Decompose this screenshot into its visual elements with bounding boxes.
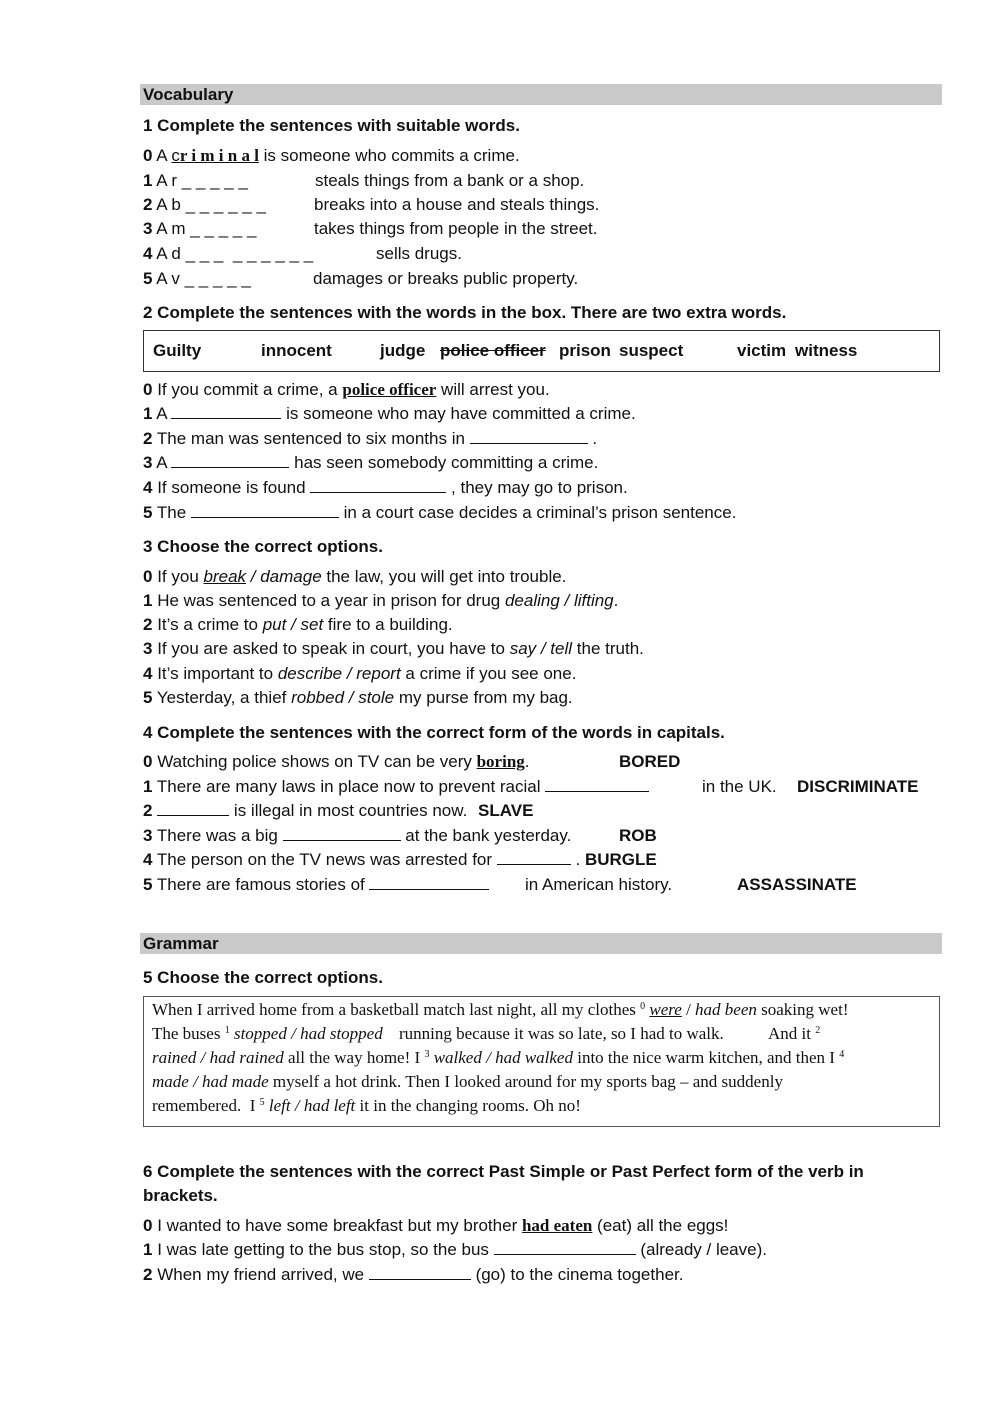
ex3-sentence-4: 4 It’s important to describe / report a crime if you see one. xyxy=(143,664,577,683)
story-option[interactable]: had been xyxy=(695,1000,757,1019)
word-box-item: witness xyxy=(795,341,858,360)
word-box-item: innocent xyxy=(261,341,332,360)
story-option-selected[interactable]: were xyxy=(649,1000,682,1019)
ex1-blank-1[interactable]: A r _ _ _ _ _ xyxy=(156,171,248,190)
ex6-answer-0: had eaten xyxy=(521,1216,593,1235)
grammar-section-header xyxy=(140,933,942,954)
ex4-answer-0: boring xyxy=(476,752,525,771)
ex2-blank-2[interactable] xyxy=(470,429,588,444)
vocabulary-heading: Vocabulary xyxy=(143,85,234,104)
ex3-options-1[interactable]: dealing / lifting xyxy=(504,591,614,610)
ex3-sentence-3: 3 If you are asked to speak in court, you have to say / tell the truth. xyxy=(143,639,644,658)
ex1-blank-5[interactable]: A v _ _ _ _ _ xyxy=(156,269,251,288)
ex4-sentence-1: 1 There are many laws in place now to prevent racial xyxy=(143,777,649,797)
ex1-blank-4[interactable]: A d _ _ _ _ _ _ _ _ _ xyxy=(156,244,314,263)
ex2-blank-4[interactable] xyxy=(310,478,446,493)
story-line-1: When I arrived home from a basketball match last night, all my clothes $^0$ were / had been soaking wet! xyxy=(152,1000,849,1019)
story-options-5[interactable]: left / had left xyxy=(268,1096,356,1115)
ex4-sentence-2: 2 is illegal in most countries now. SLAVE xyxy=(143,801,534,820)
story-options-2[interactable]: rained / had rained xyxy=(152,1048,284,1067)
word-box xyxy=(143,330,940,372)
ex2-sentence-5: 5 The in a court case decides a criminal’s prison sentence. xyxy=(143,503,737,522)
ex1-blank-2[interactable]: A b _ _ _ _ _ _ xyxy=(156,195,266,214)
exercise-1-title: 1 Complete the sentences with suitable words. xyxy=(143,116,520,135)
ex2-blank-1[interactable] xyxy=(171,404,281,419)
capital-word: DISCRIMINATE xyxy=(797,777,919,796)
grammar-heading: Grammar xyxy=(143,934,219,953)
ex4-blank-3[interactable] xyxy=(283,826,401,841)
word-box-item: victim xyxy=(737,341,787,360)
story-options-4[interactable]: made / had made xyxy=(152,1072,269,1091)
ex6-sentence-0: 0 I wanted to have some breakfast but my brother had eaten (eat) all the eggs! xyxy=(143,1216,729,1235)
story-line-3: rained / had rained all the way home! I $^3$ walked / had walked into the nice warm kitchen, and then I $^4$ xyxy=(152,1048,845,1067)
vocabulary-section-header xyxy=(140,84,942,105)
ex4-sentence-3: 3 There was a big at the bank yesterday. xyxy=(143,826,572,845)
story-options-3[interactable]: walked / had walked xyxy=(433,1048,573,1067)
word-box-item: prison xyxy=(559,341,611,360)
story-line-2: The buses $^1$ stopped / had stopped running because it was so late, so I had to walk. And it $^2$ xyxy=(152,1024,821,1043)
exercise-6-title: 6 Complete the sentences with the correct Past Simple or Past Perfect form of the verb in xyxy=(143,1162,864,1181)
word-box-item: suspect xyxy=(619,341,684,360)
ex3-sentence-2: 2 It’s a crime to put / set fire to a building. xyxy=(143,615,453,634)
story-line-5: remembered. I $^5$ left / had left it in the changing rooms. Oh no! xyxy=(152,1096,581,1115)
ex1-sentence-1: 1 A r _ _ _ _ _ xyxy=(143,171,248,190)
ex1-sentence-4: 4 A d _ _ _ _ _ _ _ _ _ xyxy=(143,244,314,263)
story-options-1[interactable]: stopped / had stopped xyxy=(233,1024,383,1043)
ex6-sentence-2: 2 When my friend arrived, we (go) to the cinema together. xyxy=(143,1265,684,1284)
ex1-sentence-2: 2 A b _ _ _ _ _ _ xyxy=(143,195,266,214)
word-box-item: Guilty xyxy=(153,341,202,360)
ex1-blank-3[interactable]: A m _ _ _ _ _ xyxy=(156,219,257,238)
ex4-blank-1[interactable] xyxy=(545,777,649,792)
ex1-sentence-3: 3 A m _ _ _ _ _ xyxy=(143,219,257,238)
capital-word: ASSASSINATE xyxy=(737,875,857,894)
ex3-sentence-0: 0 If you break / damage the law, you will get into trouble. xyxy=(143,567,567,586)
ex2-sentence-0: 0 If you commit a crime, a police officer will arrest you. xyxy=(143,380,550,399)
ex4-sentence-4: 4 The person on the TV news was arrested for . BURGLE xyxy=(143,850,657,869)
ex1-sentence-5: 5 A v _ _ _ _ _ xyxy=(143,269,251,288)
ex1-sentence-0: 0 A cr i m i n a l is someone who commits a crime. xyxy=(143,146,520,165)
ex2-sentence-1: 1 A is someone who may have committed a crime. xyxy=(143,404,636,423)
ex3-options-4[interactable]: describe / report xyxy=(277,664,401,683)
capital-word: ROB xyxy=(619,826,657,845)
ex6-sentence-1: 1 I was late getting to the bus stop, so the bus (already / leave). xyxy=(143,1240,767,1259)
ex3-sentence-1: 1 He was sentenced to a year in prison for drug dealing / lifting. xyxy=(143,591,619,610)
ex1-answer-0: r i m i n a l xyxy=(179,146,259,165)
ex6-blank-2[interactable] xyxy=(369,1265,471,1280)
ex3-sentence-5: 5 Yesterday, a thief robbed / stole my purse from my bag. xyxy=(143,688,573,707)
exercise-2-title: 2 Complete the sentences with the words in the box. There are two extra words. xyxy=(143,303,787,322)
ex4-blank-4[interactable] xyxy=(497,850,571,865)
exercise-3-title: 3 Choose the correct options. xyxy=(143,537,383,556)
ex3-options-5[interactable]: robbed / stole xyxy=(291,688,395,707)
ex4-sentence-5: 5 There are famous stories of xyxy=(143,875,489,895)
capital-word: BURGLE xyxy=(584,850,657,869)
ex3-options-3[interactable]: say / tell xyxy=(509,639,573,658)
ex2-sentence-4: 4 If someone is found , they may go to prison. xyxy=(143,478,628,497)
capital-word: SLAVE xyxy=(478,801,534,820)
ex4-sentence-0: 0 Watching police shows on TV can be very boring. xyxy=(143,752,530,771)
story-text-box xyxy=(143,996,940,1127)
exercise-5-title: 5 Choose the correct options. xyxy=(143,968,383,987)
exercise-6-title-cont: brackets. xyxy=(143,1186,218,1205)
word-box-item: judge xyxy=(380,341,426,360)
ex3-options-2[interactable]: put / set xyxy=(262,615,324,634)
ex2-blank-3[interactable] xyxy=(171,453,289,468)
word-box-item-used: police officer xyxy=(440,341,546,360)
ex2-sentence-2: 2 The man was sentenced to six months in . xyxy=(143,429,598,448)
ex2-answer-0: police officer xyxy=(342,380,437,399)
ex2-sentence-3: 3 A has seen somebody committing a crime. xyxy=(143,453,599,472)
story-line-4: made / had made myself a hot drink. Then I looked around for my sports bag – and suddenly xyxy=(152,1072,783,1091)
ex4-blank-2[interactable] xyxy=(157,801,229,816)
ex3-option[interactable]: damage xyxy=(260,567,322,586)
ex4-blank-5[interactable] xyxy=(369,875,489,890)
exercise-4-title: 4 Complete the sentences with the correct form of the words in capitals. xyxy=(143,723,725,742)
ex6-blank-1[interactable] xyxy=(494,1240,636,1255)
ex3-option-selected[interactable]: break xyxy=(203,567,247,586)
capital-word: BORED xyxy=(619,752,681,771)
ex2-blank-5[interactable] xyxy=(191,503,339,518)
